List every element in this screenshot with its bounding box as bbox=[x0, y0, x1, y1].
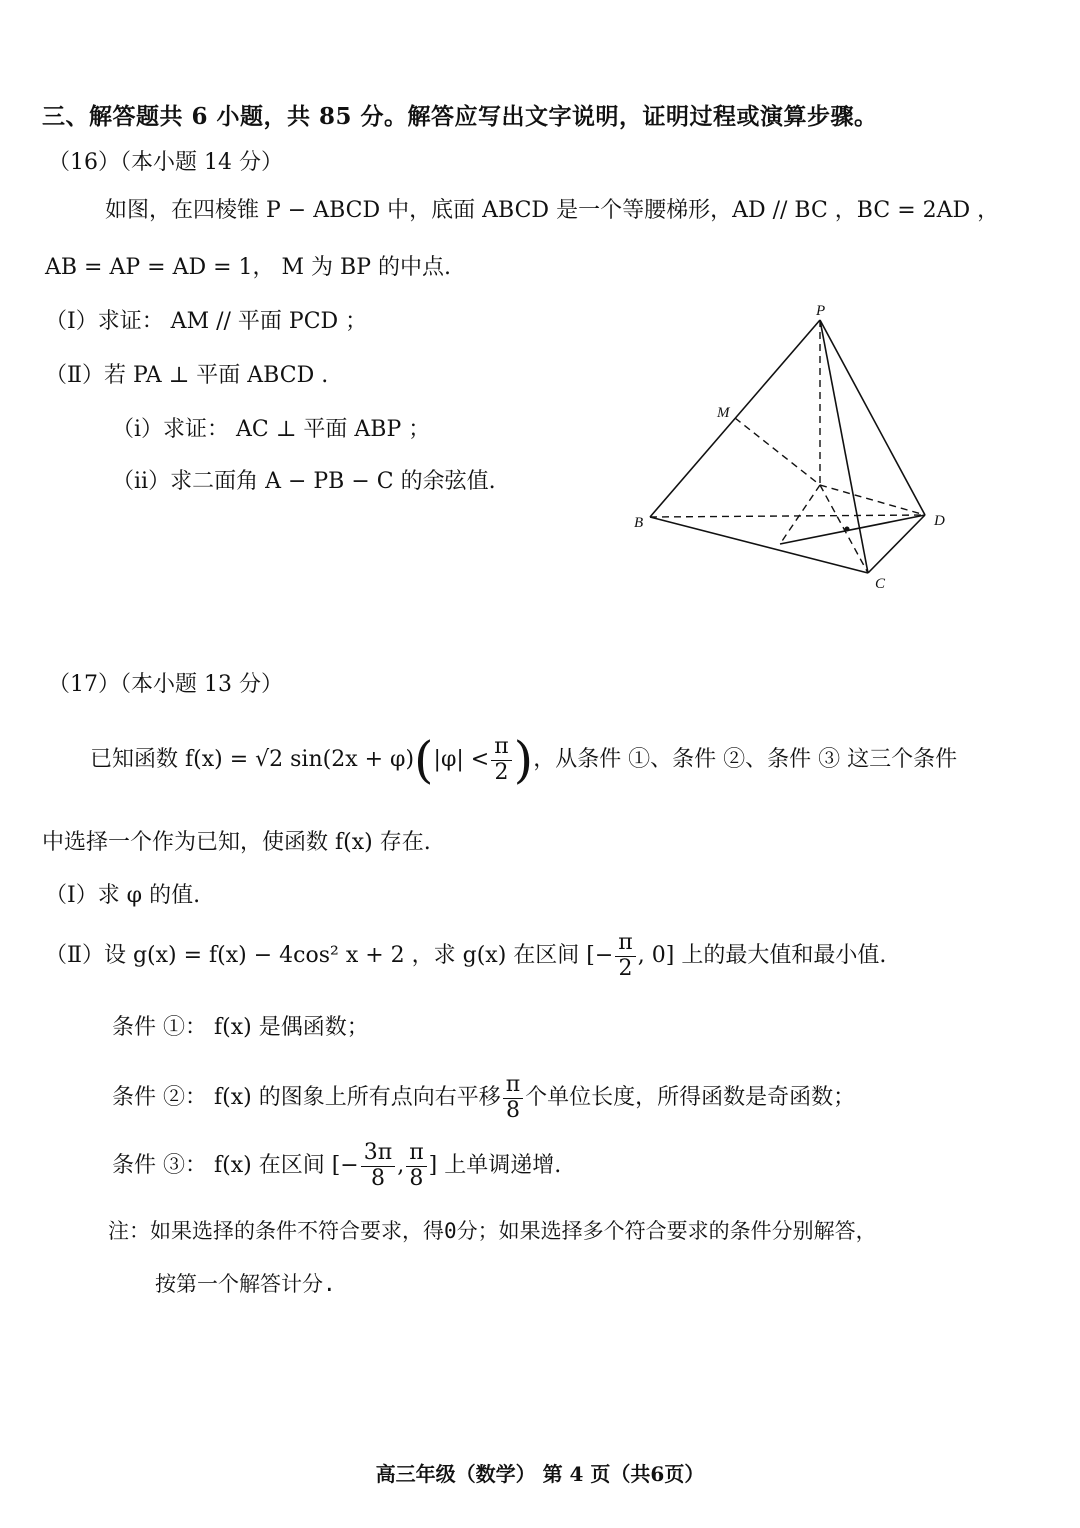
frac-3pi-over-8: $\frac{3\pi}{8}$ bbox=[361, 1141, 395, 1190]
q17-line2: 中选择一个作为已知，使函数 f(x) 存在. bbox=[42, 830, 431, 855]
edge-bd-hidden bbox=[650, 515, 925, 517]
edge-ad-hidden bbox=[820, 485, 925, 515]
edge-pd bbox=[820, 320, 925, 515]
paren-close: ) bbox=[513, 731, 534, 789]
label-p: P bbox=[816, 303, 826, 319]
condition-3: 条件 ③： f(x) 在区间 [− $\frac{3\pi}{8}$ , $\frac{\pi}{8}$ ] 上单调递增. bbox=[112, 1140, 562, 1191]
paren-open: ( bbox=[414, 731, 434, 789]
q16-line2: AB = AP = AD = 1， M 为 BP 的中点. bbox=[45, 255, 451, 280]
label-b: B bbox=[634, 515, 644, 531]
phi-condition: |φ| < bbox=[433, 747, 490, 772]
page-footer: 高三年级（数学） 第 4 页（共6页） bbox=[375, 1462, 705, 1486]
q17-header: （17）（本小题 13 分） bbox=[48, 672, 283, 697]
q16-header: （16）（本小题 14 分） bbox=[48, 150, 283, 175]
label-d: D bbox=[934, 513, 945, 529]
pyramid-figure bbox=[620, 295, 960, 600]
edge-bc bbox=[650, 517, 868, 573]
point-dot bbox=[845, 527, 850, 532]
note-line2: 按第一个解答计分. bbox=[155, 1272, 336, 1296]
frac-pi-over-2-interval: $\frac{\pi}{2}$ bbox=[615, 931, 635, 980]
label-m: M bbox=[717, 405, 730, 421]
q16-sub2: （ⅱ）求二面角 A − PB − C 的余弦值. bbox=[112, 469, 496, 494]
label-c: C bbox=[875, 576, 886, 592]
edge-ac-hidden bbox=[820, 485, 868, 573]
edge-md bbox=[780, 515, 925, 544]
frac-pi-over-2: $\frac{\pi}{2}$ bbox=[491, 735, 511, 784]
edge-ab-hidden bbox=[780, 485, 820, 544]
condition-2: 条件 ②： f(x) 的图象上所有点向右平移 $\frac{\pi}{8}$ 个单位长度，所得函数是奇函数； bbox=[112, 1072, 856, 1123]
q16-sub1: （ⅰ）求证： AC ⊥ 平面 ABP ； bbox=[112, 417, 431, 442]
q17-line1 bbox=[90, 728, 957, 792]
q16-part1: （Ⅰ）求证： AM // 平面 PCD ； bbox=[45, 309, 368, 334]
q16-line1: 如图，在四棱锥 P − ABCD 中，底面 ABCD 是一个等腰梯形，AD // BC ，BC = 2AD ， bbox=[105, 198, 1000, 223]
edge-cd bbox=[868, 515, 925, 573]
condition-1: 条件 ①： f(x) 是偶函数； bbox=[112, 1015, 369, 1040]
q17-part1: （Ⅰ）求 φ 的值. bbox=[45, 883, 201, 908]
note-line1: 注：如果选择的条件不符合要求，得0分；如果选择多个符合要求的条件分别解答， bbox=[108, 1219, 877, 1243]
q17-part2: （Ⅱ）设 g(x) = f(x) − 4cos² x + 2 ，求 g(x) 在区间 [− $\frac{\pi}{2}$ , 0] 上的最大值和最小值. bbox=[45, 930, 887, 981]
q17-line1-rest: ，从条件 ①、条件 ②、条件 ③ 这三个条件 bbox=[533, 747, 958, 772]
section-title: 三、解答题共 6 小题，共 85 分。解答应写出文字说明，证明过程或演算步骤。 bbox=[42, 103, 878, 130]
frac-pi-over-8: $\frac{\pi}{8}$ bbox=[503, 1073, 523, 1122]
q16-part2: （Ⅱ）若 PA ⊥ 平面 ABCD . bbox=[45, 363, 329, 388]
frac-pi-over-8-b: $\frac{\pi}{8}$ bbox=[406, 1141, 426, 1190]
edge-ma-hidden bbox=[735, 418, 820, 485]
function-def: 已知函数 f(x) = √2 sin(2x + φ) bbox=[90, 747, 415, 772]
